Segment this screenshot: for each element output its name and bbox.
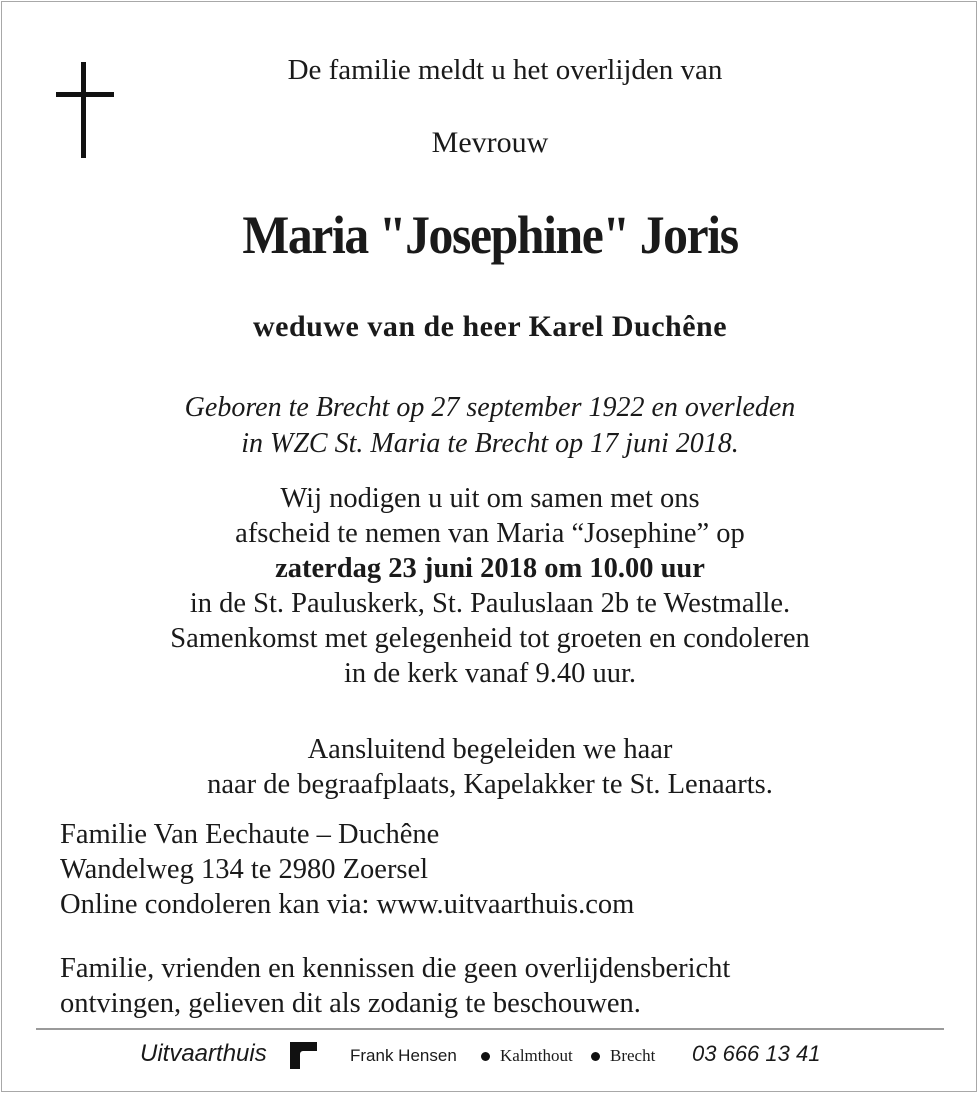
invite-line-2: afscheid te nemen van Maria “Josephine” op <box>235 518 745 549</box>
phone-number: 03 666 13 41 <box>692 1041 821 1066</box>
honorific: Mevrouw <box>431 126 549 159</box>
invitation-text <box>0 481 980 691</box>
widow-line: weduwe van de heer Karel Duchêne <box>252 310 728 343</box>
bullet-icon <box>481 1052 490 1061</box>
invite-line-4: in de St. Pauluskerk, St. Pauluslaan 2b te Westmalle. <box>189 588 791 619</box>
family-address: Wandelweg 134 te 2980 Zoersel <box>60 854 429 885</box>
intro-line: De familie meldt u het overlijden van <box>287 54 723 86</box>
born-line-1: Geboren te Brecht op 27 september 1922 en overleden <box>184 392 796 423</box>
family-contact <box>60 817 634 922</box>
location-brecht: Brecht <box>610 1046 656 1065</box>
after-line-2: naar de begraafplaats, Kapelakker te St. Lenaarts. <box>207 769 773 800</box>
footer <box>0 1040 980 1074</box>
after-line-1: Aansluitend begeleiden we haar <box>307 734 673 765</box>
family-name: Familie Van Eechaute – Duchêne <box>60 819 440 850</box>
note-line-2: ontvingen, gelieven dit als zodanig te beschouwen. <box>60 988 641 1019</box>
invite-line-5: Samenkomst met gelegenheid tot groeten en condoleren <box>170 623 810 654</box>
funeral-home-logo-icon <box>290 1042 317 1069</box>
birth-death-text <box>0 390 980 462</box>
bullet-icon <box>591 1052 600 1061</box>
funeral-home-brand: Uitvaarthuis <box>140 1040 267 1067</box>
location-kalmthout: Kalmthout <box>500 1046 573 1065</box>
divider <box>36 1028 944 1030</box>
director-name: Frank Hensen <box>350 1046 457 1065</box>
note-line-1: Familie, vrienden en kennissen die geen overlijdensbericht <box>60 953 731 984</box>
closing-note <box>60 951 730 1021</box>
ceremony-datetime: zaterdag 23 juni 2018 om 10.00 uur <box>275 553 705 584</box>
born-line-2: in WZC St. Maria te Brecht op 17 juni 2018. <box>241 428 739 459</box>
online-condolence: Online condoleren kan via: www.uitvaarthuis.com <box>60 889 635 920</box>
burial-text <box>0 732 980 802</box>
invite-line-1: Wij nodigen u uit om samen met ons <box>280 483 700 514</box>
deceased-name: Maria "Josephine" Joris <box>242 205 738 265</box>
invite-line-6: in de kerk vanaf 9.40 uur. <box>343 658 637 689</box>
